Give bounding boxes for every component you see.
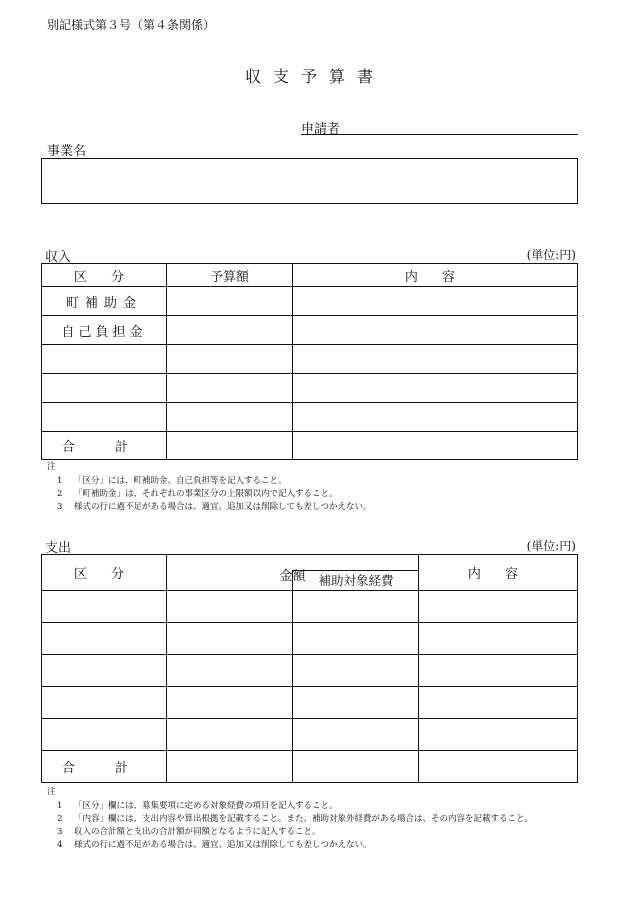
- expenditure-unit-label: (単位:円): [526, 539, 576, 553]
- income-category-cell[interactable]: [42, 403, 167, 432]
- expenditure-category-cell[interactable]: [42, 686, 167, 718]
- income-content-cell[interactable]: [293, 374, 578, 403]
- expenditure-total-content-cell[interactable]: [419, 750, 578, 782]
- expenditure-category-cell[interactable]: [42, 718, 167, 750]
- project-name-label: 事業名: [47, 144, 87, 159]
- income-budget-cell[interactable]: [167, 287, 293, 316]
- expenditure-eligible-cell[interactable]: [293, 718, 419, 750]
- income-note-item: 2 「町補助金」は、それぞれの事業区分の上限額以内で記入すること。: [57, 489, 338, 499]
- income-header-content: 内 容: [293, 264, 578, 287]
- expenditure-category-cell[interactable]: [42, 654, 167, 686]
- expenditure-amount-cell[interactable]: [167, 654, 293, 686]
- expenditure-eligible-cell[interactable]: [293, 590, 419, 622]
- income-header-budget: 予算額: [167, 264, 293, 287]
- income-budget-cell[interactable]: [167, 345, 293, 374]
- income-budget-cell[interactable]: [167, 403, 293, 432]
- income-total-label: 合 計: [42, 432, 167, 460]
- expenditure-eligible-cell[interactable]: [293, 686, 419, 718]
- income-row-category: 町補助金: [42, 287, 167, 316]
- expenditure-table: [41, 554, 578, 591]
- expenditure-amount-cell[interactable]: [167, 718, 293, 750]
- income-note-item: 1 「区分」には、町補助金、自己負担等を記入すること。: [57, 476, 287, 486]
- income-notes: [47, 461, 372, 514]
- income-section-label: 収入: [45, 250, 72, 265]
- expenditure-header-amount-label: 金額: [279, 569, 306, 584]
- expenditure-note-item: 1 「区分」欄には、募集要項に定める対象経費の項目を記入すること。: [57, 801, 338, 811]
- expenditure-content-cell[interactable]: [419, 686, 578, 718]
- income-row-category: 自己負担金: [42, 316, 167, 345]
- expenditure-header-content: 内 容: [419, 555, 578, 591]
- expenditure-amount-cell[interactable]: [167, 686, 293, 718]
- expenditure-header-eligible: 補助対象経費: [292, 570, 419, 591]
- project-name-field[interactable]: [41, 158, 578, 204]
- income-note-item: 3 様式の行に過不足がある場合は、適宜、追加又は削除しても差しつかえない。: [57, 502, 372, 512]
- income-content-cell[interactable]: [293, 345, 578, 374]
- expenditure-note-item: 2 「内容」欄には、支出内容や算出根拠を記載すること。また、補助対象外経費がある場合は、その内容を記載すること。: [57, 814, 534, 824]
- expenditure-total-amount-cell[interactable]: [167, 750, 293, 782]
- applicant-input-line[interactable]: [301, 134, 578, 135]
- expenditure-eligible-cell[interactable]: [293, 654, 419, 686]
- applicant-label: 申請者: [301, 122, 341, 137]
- expenditure-notes-head: 注: [47, 787, 56, 797]
- expenditure-total-label: 合 計: [42, 750, 167, 782]
- income-unit-label: (単位:円): [526, 248, 576, 262]
- expenditure-eligible-cell[interactable]: [293, 622, 419, 654]
- expenditure-header-amount: [167, 555, 419, 591]
- expenditure-note-item: 3 収入の合計額と支出の合計額が同額となるように記入すること。: [57, 827, 321, 837]
- expenditure-header-category: 区 分: [42, 555, 167, 591]
- form-number-label: 別記様式第３号（第４条関係）: [47, 18, 216, 32]
- page-title: 収支予算書: [244, 67, 385, 86]
- expenditure-category-cell[interactable]: [42, 590, 167, 622]
- income-header-category: 区 分: [42, 264, 167, 287]
- expenditure-amount-cell[interactable]: [167, 590, 293, 622]
- expenditure-total-eligible-cell[interactable]: [293, 750, 419, 782]
- income-notes-head: 注: [47, 462, 56, 472]
- income-budget-cell[interactable]: [167, 374, 293, 403]
- expenditure-note-item: 4 様式の行に過不足がある場合は、適宜、追加又は削除しても差しつかえない。: [57, 840, 372, 850]
- expenditure-notes: [47, 786, 533, 852]
- expenditure-content-cell[interactable]: [419, 718, 578, 750]
- expenditure-amount-cell[interactable]: [167, 622, 293, 654]
- income-content-cell[interactable]: [293, 316, 578, 345]
- expenditure-category-cell[interactable]: [42, 622, 167, 654]
- expenditure-body-table: [41, 590, 578, 783]
- income-total-content-cell[interactable]: [293, 432, 578, 460]
- income-content-cell[interactable]: [293, 403, 578, 432]
- expenditure-content-cell[interactable]: [419, 590, 578, 622]
- income-category-cell[interactable]: [42, 374, 167, 403]
- expenditure-content-cell[interactable]: [419, 622, 578, 654]
- income-table: [41, 263, 578, 460]
- income-content-cell[interactable]: [293, 287, 578, 316]
- income-category-cell[interactable]: [42, 345, 167, 374]
- income-total-budget-cell[interactable]: [167, 432, 293, 460]
- income-budget-cell[interactable]: [167, 316, 293, 345]
- expenditure-section-label: 支出: [45, 541, 72, 556]
- expenditure-content-cell[interactable]: [419, 654, 578, 686]
